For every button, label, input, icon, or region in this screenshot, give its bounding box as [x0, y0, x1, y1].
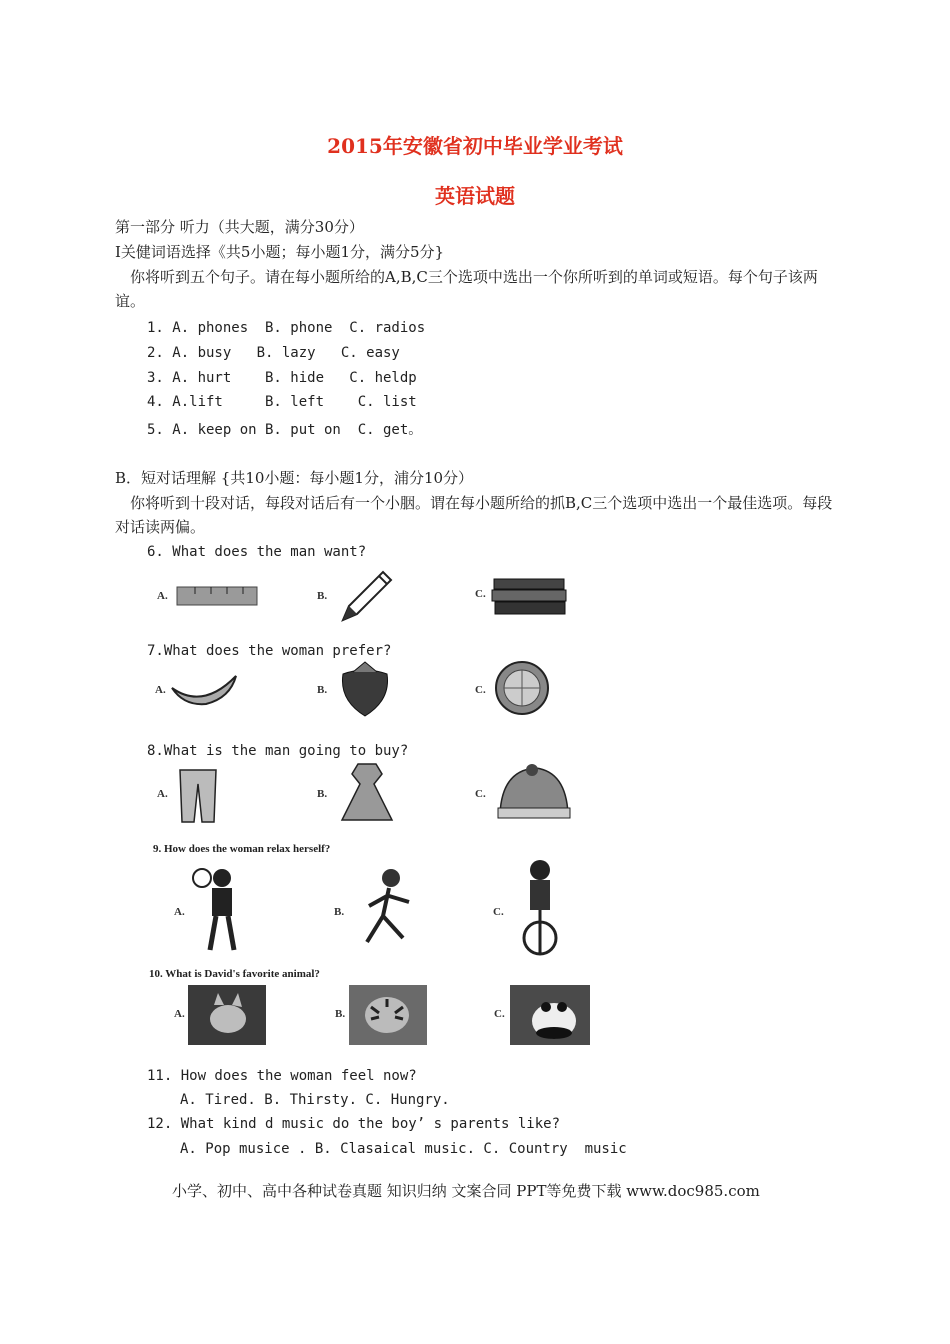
question-11: 11. How does the woman feel now?: [147, 1068, 417, 1084]
sectionA-item-4: 4. A.lift B. left C. list: [147, 394, 417, 410]
q8-option-c-label: C.: [475, 788, 486, 800]
sectionA-item-5: 5. A. keep on B. put on C. get。: [147, 422, 423, 438]
question-6: 6. What does the man want?: [147, 544, 367, 560]
q7-option-a-label: A.: [155, 684, 166, 696]
pencil-icon: [335, 566, 395, 626]
sectionB-instructions: 你将听到十段对话，每段对话后有一个小胭。谓在每小题所给的抓B,C三个选项中选出一个最佳选项。每段对话读两偏。: [115, 494, 833, 536]
orange-icon: [492, 658, 552, 718]
girl-cycling-icon: [514, 858, 564, 963]
hat-icon: [492, 762, 574, 824]
sectionA-item-3: 3. A. hurt B. hide C. heldp: [147, 370, 417, 386]
q7-option-b-label: B.: [317, 684, 328, 696]
strawberry-icon: [333, 660, 398, 720]
footer-note: 小学、初中、高中各种试卷真题 知识归纳 文案合同 PPT等免费下载 www.doc985.com: [172, 1182, 760, 1200]
q6-option-a-label: A.: [157, 590, 168, 602]
girl-volleyball-icon: [190, 862, 250, 960]
trousers-icon: [172, 768, 224, 824]
girl-running-icon: [355, 866, 425, 956]
question-12-options: A. Pop musice . B. Clasaical music. C. Country music: [180, 1141, 627, 1157]
question-12: 12. What kind d music do the boy’ s parents like?: [147, 1116, 561, 1132]
part1-heading: 第一部分 听力（共大题，满分30分）: [115, 218, 364, 236]
question-9: 9. How does the woman relax herself?: [153, 843, 331, 855]
q10-option-b-label: B.: [335, 1008, 346, 1020]
question-10: 10. What is David's favorite animal?: [149, 968, 320, 980]
dog-photo-icon: [188, 985, 266, 1045]
q10-option-a-label: A.: [174, 1008, 185, 1020]
q8-option-a-label: A.: [157, 788, 168, 800]
sectionA-instructions: 你将听到五个句子。请在每小题所给的A,B,C三个选项中选出一个你所听到的单词或短语。每个句子该两谊。: [115, 268, 818, 310]
exam-subtitle: 英语试题: [435, 184, 515, 208]
q6-option-b-label: B.: [317, 590, 328, 602]
q6-option-c-label: C.: [475, 588, 486, 600]
q7-option-c-label: C.: [475, 684, 486, 696]
banana-icon: [168, 670, 243, 710]
q9-option-c-label: C.: [493, 906, 504, 918]
tiger-photo-icon: [349, 985, 427, 1045]
ruler-icon: [175, 584, 260, 610]
question-7: 7.What does the woman prefer?: [147, 643, 392, 659]
question-8: 8.What is the man going to buy?: [147, 743, 409, 759]
exam-title: 2015年安徽省初中毕业学业考试: [327, 134, 623, 158]
sectionA-item-2: 2. A. busy B. lazy C. easy: [147, 345, 400, 361]
q9-option-b-label: B.: [334, 906, 345, 918]
panda-photo-icon: [510, 985, 590, 1045]
sectionA-item-1: 1. A. phones B. phone C. radios: [147, 320, 426, 336]
books-icon: [490, 575, 570, 620]
q9-option-a-label: A.: [174, 906, 185, 918]
q10-option-c-label: C.: [494, 1008, 505, 1020]
sectionB-heading: B．短对话理解 {共10小题：每小题1分，浦分10分）: [115, 469, 474, 487]
q8-option-b-label: B.: [317, 788, 328, 800]
sectionA-heading: I关健词语选择《共5小题；每小题1分，满分5分}: [115, 243, 445, 261]
dress-icon: [330, 762, 405, 826]
question-11-options: A. Tired. B. Thirsty. C. Hungry.: [180, 1092, 450, 1108]
